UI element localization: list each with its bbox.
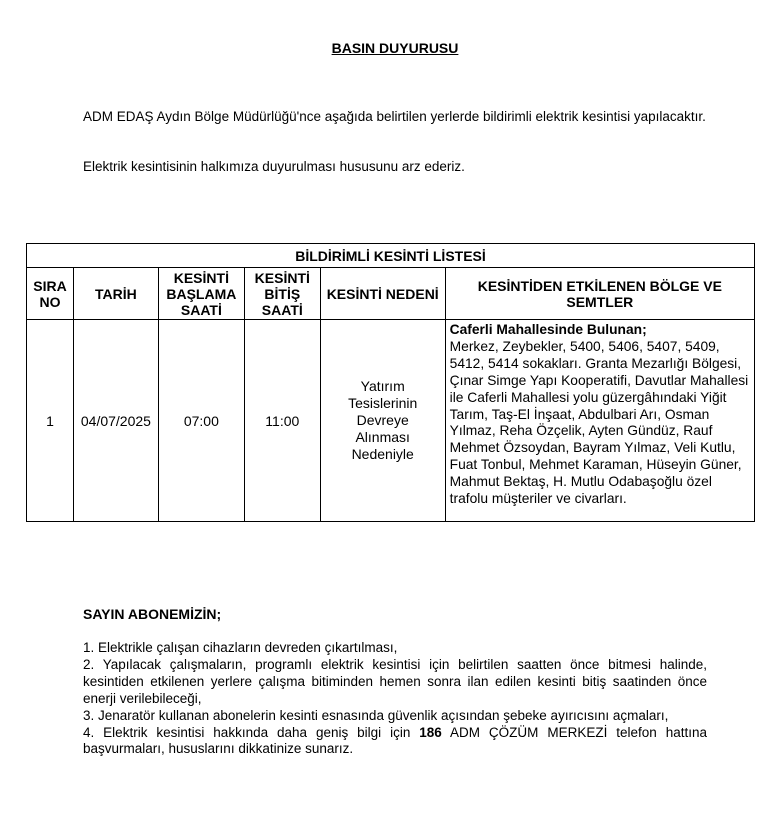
area-heading: Caferli Mahallesinde Bulunan; bbox=[449, 322, 647, 337]
note-item-4-pre: 4. Elektrik kesintisi hakkında daha geniş bilgi için bbox=[83, 724, 420, 740]
cell-bolge bbox=[445, 320, 754, 522]
intro-paragraph: ADM EDAŞ Aydın Bölge Müdürlüğü'nce aşağıda belirtilen yerlerde bildirimli elektrik kesintisi yapılacaktır. bbox=[83, 109, 706, 124]
header-tarih: TARİH bbox=[73, 268, 158, 320]
cell-tarih: 04/07/2025 bbox=[73, 320, 158, 522]
note-item-4-post: ADM ÇÖZÜM MERKEZİ telefon hattına başvurmaları, hususlarını dikkatinize sunarız. bbox=[83, 724, 707, 757]
header-baslama: KESİNTİ BAŞLAMA SAATİ bbox=[158, 268, 244, 320]
outage-table bbox=[26, 243, 755, 522]
note-item-4 bbox=[83, 725, 707, 759]
table-title: BİLDİRİMLİ KESİNTİ LİSTESİ bbox=[27, 244, 755, 268]
header-bitis: KESİNTİ BİTİŞ SAATİ bbox=[244, 268, 320, 320]
area-text: Merkez, Zeybekler, 5400, 5406, 5407, 5409, 5412, 5414 sokakları. Granta Mezarlığı Bölgesi, Çınar Simge Yapı Kooperatifi, Davutlar Mahallesi ile Caferli Mahallesi yolu güzergâhındaki Yiğit Tarım, Taş-El İnşaat, Abdulbari Arı, Osman Yılmaz, Reha Özçelik, Ayten Gündüz, Rauf Mehmet Özsoydan, Bayram Yılmaz, Veli Kutlu, Fuat Tonbul, Mehmet Karaman, Hüseyin Güner, Mahmut Bektaş, H. Mutlu Odabaşoğlu özel trafolu müşteriler ve civarları. bbox=[449, 338, 749, 507]
closing-paragraph: Elektrik kesintisinin halkımıza duyurulması hususunu arz ederiz. bbox=[83, 159, 465, 174]
table-row bbox=[27, 320, 755, 522]
note-item-3: 3. Jenaratör kullanan abonelerin kesinti esnasında güvenlik açısından şebeke ayırıcısını açmaları, bbox=[83, 707, 669, 723]
table-header-row bbox=[27, 268, 755, 320]
cell-baslama: 07:00 bbox=[158, 320, 244, 522]
cell-neden: Yatırım Tesislerinin Devreye Alınması Nedeniyle bbox=[320, 320, 445, 522]
call-center-number: 186 bbox=[419, 724, 442, 740]
subscribers-heading: SAYIN ABONEMİZİN; bbox=[83, 606, 222, 622]
cell-sira: 1 bbox=[27, 320, 74, 522]
note-item-1: 1. Elektrikle çalışan cihazların devreden çıkartılması, bbox=[83, 640, 398, 655]
cell-bitis: 11:00 bbox=[244, 320, 320, 522]
note-item-2: 2. Yapılacak çalışmaların, programlı elektrik kesintisi için belirtilen saatten önce bitmesi halinde, kesintiden etkilenen yerlere çalışma bitiminden hemen sonra ilan edilen kesinti bitiş saatinden önce enerji verilebileceği, bbox=[83, 656, 707, 706]
document-title: BASIN DUYURUSU bbox=[331, 40, 459, 56]
header-neden: KESİNTİ NEDENİ bbox=[320, 268, 445, 320]
subscriber-notes bbox=[83, 640, 707, 758]
header-sira: SIRA NO bbox=[27, 268, 74, 320]
header-bolge: KESİNTİDEN ETKİLENEN BÖLGE VE SEMTLER bbox=[445, 268, 754, 320]
